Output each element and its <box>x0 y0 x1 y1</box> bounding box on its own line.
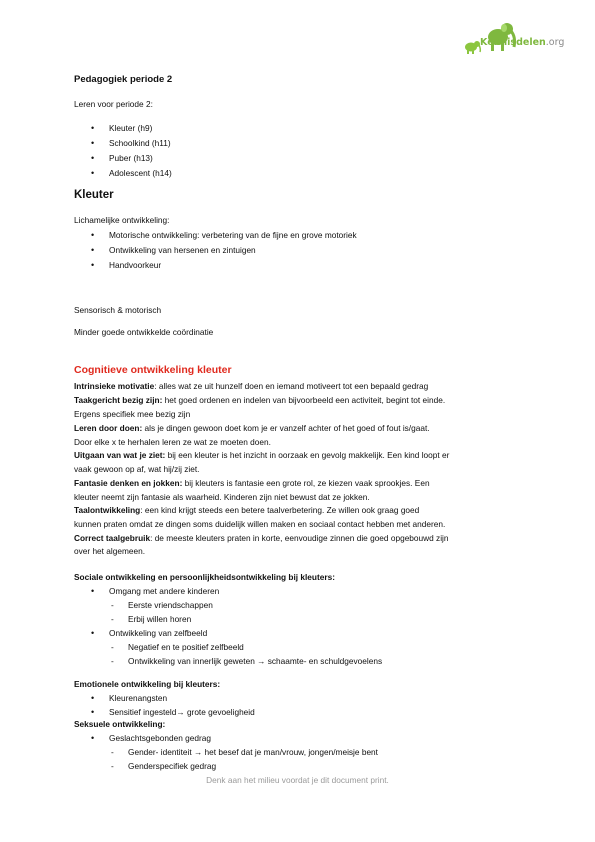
sub-list-item: Ontwikkeling van innerlijk geweten → schaamte- en schuldgevoelens <box>128 656 383 666</box>
list-item: Sensitief ingesteld→ grote gevoeligheid <box>109 707 255 717</box>
paragraph-line: Ergens specifiek mee bezig zijn <box>74 409 191 419</box>
paragraph-line: Fantasie denken en jokken: bij kleuters is fantasie een grote rol, ze kiezen vaak sprookjes. Een <box>74 478 430 488</box>
bullet: • <box>91 628 95 638</box>
paragraph-line: Uitgaan van wat je ziet: bij een kleuter is het inzicht in oorzaak en gevolg makkelijk. Een kind loopt er <box>74 450 450 460</box>
bullet: • <box>91 245 95 255</box>
dash-bullet: - <box>111 761 114 771</box>
document-title: Pedagogiek periode 2 <box>74 74 173 85</box>
dash-bullet: - <box>111 747 114 757</box>
sub-list-item: Erbij willen horen <box>128 614 192 624</box>
paragraph-line: kleuter neemt zijn fantasie als waarheid. Kinderen zijn niet bewust dat ze jokken. <box>74 492 370 502</box>
paragraph-line: vaak gewoon op af, wat hij/zij ziet. <box>74 464 200 474</box>
bullet: • <box>91 168 95 178</box>
bullet: • <box>91 230 95 240</box>
bullet: • <box>91 153 95 163</box>
intro-text: Leren voor periode 2: <box>74 99 153 109</box>
paragraph-line: kunnen praten omdat ze dingen soms duidelijk willen maken en sociaal contact hebben met anderen. <box>74 519 446 529</box>
bullet: • <box>91 733 95 743</box>
bullet: • <box>91 260 95 270</box>
sensorisch-text: Sensorisch & motorisch <box>74 305 162 315</box>
list-item: Motorische ontwikkeling: verbetering van de fijne en grove motoriek <box>109 230 357 240</box>
paragraph-line: over het algemeen. <box>74 546 146 556</box>
bullet: • <box>91 693 95 703</box>
sub-list-item: Genderspecifiek gedrag <box>128 761 217 771</box>
section-heading-sociaal: Sociale ontwikkeling en persoonlijkheidsontwikkeling bij kleuters: <box>74 572 335 582</box>
list-item: Ontwikkeling van zelfbeeld <box>109 628 208 638</box>
paragraph-line: Door elke x te herhalen leren ze wat ze moeten doen. <box>74 437 271 447</box>
paragraph-line: Taakgericht bezig zijn: het goed ordenen en indelen van bijvoorbeeld een activiteit, begint tot einde. <box>74 395 446 405</box>
dash-bullet: - <box>111 656 114 666</box>
lichamelijk-label: Lichamelijke ontwikkeling: <box>74 215 170 225</box>
section-heading-kleuter: Kleuter <box>74 189 114 201</box>
paragraph-line: Intrinsieke motivatie: alles wat ze uit hunzelf doen en iemand motiveert tot een bepaald gedrag <box>74 381 429 391</box>
bullet: • <box>91 707 95 717</box>
topic-item: Schoolkind (h11) <box>109 138 171 148</box>
paragraph-line: Taalontwikkeling: een kind krijgt steeds een betere taalverbetering. Ze willen ook graag goed <box>74 505 420 515</box>
sub-list-item: Negatief en te positief zelfbeeld <box>128 642 244 652</box>
paragraph-line: Leren door doen: als je dingen gewoon doet kom je er vanzelf achter of het goed of fout is/gaat. <box>74 423 430 433</box>
section-heading-emotioneel: Emotionele ontwikkeling bij kleuters: <box>74 679 221 689</box>
bullet: • <box>91 586 95 596</box>
dash-bullet: - <box>111 614 114 624</box>
sub-list-item: Eerste vriendschappen <box>128 600 213 610</box>
footer-note: Denk aan het milieu voordat je dit document print. <box>206 775 389 785</box>
list-item: Omgang met andere kinderen <box>109 586 220 596</box>
bullet: • <box>91 138 95 148</box>
dash-bullet: - <box>111 642 114 652</box>
paragraph-line: Correct taalgebruik: de meeste kleuters praten in korte, eenvoudige zinnen die goed opgebouwd zijn <box>74 533 449 543</box>
topic-item: Kleuter (h9) <box>109 123 153 133</box>
list-item: Kleurenangsten <box>109 693 168 703</box>
list-item: Geslachtsgebonden gedrag <box>109 733 211 743</box>
logo-text: Kennisdelen.org <box>480 37 565 48</box>
list-item: Ontwikkeling van hersenen en zintuigen <box>109 245 256 255</box>
section-heading-cognitief: Cognitieve ontwikkeling kleuter <box>74 364 232 376</box>
section-heading-seksueel: Seksuele ontwikkeling: <box>74 719 166 729</box>
list-item: Handvoorkeur <box>109 260 162 270</box>
topic-item: Adolescent (h14) <box>109 168 172 178</box>
topic-item: Puber (h13) <box>109 153 153 163</box>
dash-bullet: - <box>111 600 114 610</box>
coordinatie-text: Minder goede ontwikkelde coördinatie <box>74 327 214 337</box>
bullet: • <box>91 123 95 133</box>
sub-list-item: Gender- identiteit → het besef dat je man/vrouw, jongen/meisje bent <box>128 747 378 757</box>
site-logo <box>458 17 578 57</box>
